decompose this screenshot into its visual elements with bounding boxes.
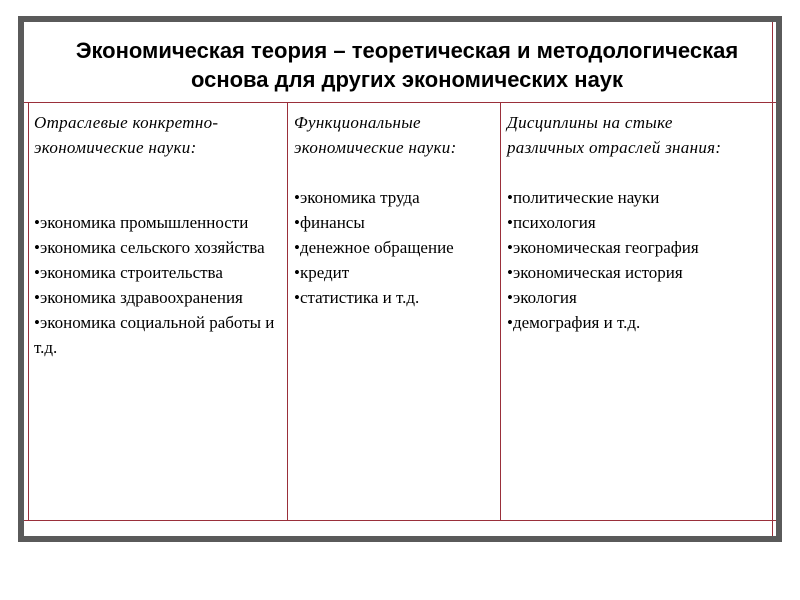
slide-title: Экономическая теория – теоретическая и методологическая основа для других экономических наук bbox=[75, 38, 739, 92]
list-item: • экономика социальной работы и т.д. bbox=[34, 310, 284, 360]
list-item: • экономика сельского хозяйства bbox=[34, 235, 284, 260]
list-item: • экономическая история bbox=[507, 260, 769, 285]
list-item: • экономика труда bbox=[294, 185, 494, 210]
column-list bbox=[34, 210, 284, 360]
column-heading: Дисциплины на стыке различных отраслей знания: bbox=[507, 113, 722, 157]
list-item: • политические науки bbox=[507, 185, 769, 210]
left-edge-rule bbox=[28, 102, 29, 520]
list-item: • демография и т.д. bbox=[507, 310, 769, 335]
column-list bbox=[294, 185, 494, 310]
slide-frame bbox=[18, 16, 782, 542]
list-item: • экономика строительства bbox=[34, 260, 284, 285]
list-item: • экология bbox=[507, 285, 769, 310]
list-item: • экономическая география bbox=[507, 235, 769, 260]
list-item: • кредит bbox=[294, 260, 494, 285]
slide-canvas bbox=[24, 22, 776, 536]
list-item: • психология bbox=[507, 210, 769, 235]
right-edge-rule bbox=[772, 22, 773, 536]
list-item: • экономика здравоохранения bbox=[34, 285, 284, 310]
column-heading: Функциональные экономические науки: bbox=[294, 113, 457, 157]
column-divider-1 bbox=[287, 102, 288, 520]
column-interdisciplinary bbox=[507, 110, 769, 335]
column-list bbox=[507, 185, 769, 335]
column-industry bbox=[34, 110, 284, 360]
header-rule bbox=[24, 102, 776, 103]
list-item: • экономика промышленности bbox=[34, 210, 284, 235]
column-functional bbox=[294, 110, 494, 310]
column-divider-2 bbox=[500, 102, 501, 520]
list-item: • финансы bbox=[294, 210, 494, 235]
list-item: • денежное обращение bbox=[294, 235, 494, 260]
column-heading: Отраслевые конкретно-экономические науки: bbox=[34, 113, 219, 157]
list-item: • статистика и т.д. bbox=[294, 285, 494, 310]
footer-rule bbox=[24, 520, 776, 521]
